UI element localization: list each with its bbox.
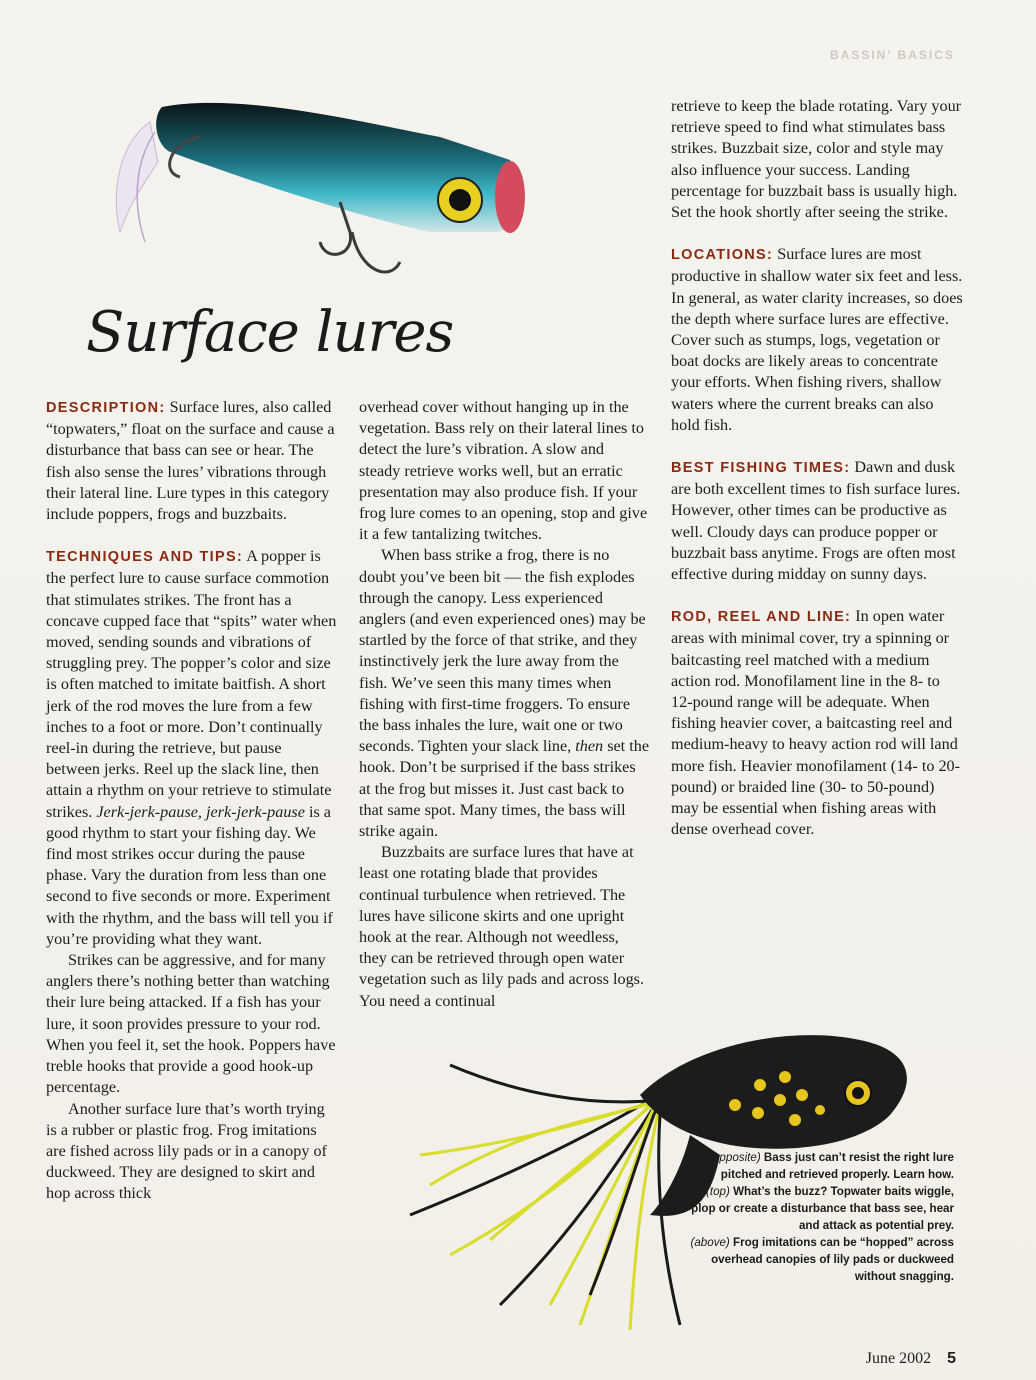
rhythm-italic-text: Jerk-jerk-pause, jerk-jerk-pause xyxy=(96,802,305,821)
rod-reel-line-paragraph xyxy=(671,606,963,840)
page-number: 5 xyxy=(947,1350,956,1367)
fishing-times-heading: BEST FISHING TIMES: xyxy=(671,460,851,477)
locations-paragraph xyxy=(671,244,963,436)
description-text: Surface lures, also called “topwaters,” float on the surface and cause a disturbance that bass can see or hear. The fish also sense the lures’ vibrations through their lateral line. Lure types in this category include poppers, frogs and buzzbaits. xyxy=(46,398,335,524)
article-title: Surface lures xyxy=(86,300,454,365)
caption-opposite-text: Bass just can’t resist the right lure pitched and retrieved properly. Learn how. xyxy=(720,1151,954,1181)
caption-opposite xyxy=(684,1149,954,1183)
strikes-paragraph: Strikes can be aggressive, and for many anglers there’s nothing better than watching their lure being attacked. If a fish has your lure, it soon provides pressure to your rod. When you feel it, set the hook. Poppers have treble hooks that provide a good hook-up percentage. xyxy=(46,951,336,1097)
rod-reel-line-heading: ROD, REEL AND LINE: xyxy=(671,609,852,626)
frog-strike-text: When bass strike a frog, there is no doubt you’ve been bit — the fish explodes through the canopy. Less experienced anglers (and even experienced ones) may be startled by the force of that strike, and they instinctively jerk the lure away from the fish. We’ve seen this many times when fishing with first-time froggers. To ensure the bass inhales the lure, wait one or two seconds. Tighten your slack line, xyxy=(359,546,646,756)
article-column-2 xyxy=(359,397,649,1012)
article-column-3 xyxy=(671,96,963,841)
then-italic-text: then xyxy=(575,737,604,756)
photo-caption xyxy=(684,1149,954,1285)
show-through-text: BASSIN' BASICS xyxy=(830,48,955,62)
caption-above-text: Frog imitations can be “hopped” across overhead canopies of lily pads or duckweed without snagging. xyxy=(711,1236,954,1283)
caption-above-tag: (above) xyxy=(690,1236,730,1249)
popper-lure-image xyxy=(100,82,550,312)
caption-top-tag: (top) xyxy=(705,1185,730,1198)
techniques-heading: TECHNIQUES AND TIPS: xyxy=(46,549,244,566)
description-heading: DESCRIPTION: xyxy=(46,400,166,416)
frog-strike-paragraph xyxy=(359,545,649,842)
frog-cover-paragraph: overhead cover without hanging up in the vegetation. Bass rely on their lateral lines to detect the lure’s vibration. A slow and steady retrieve works well, but an erratic presentation may also produce fish. If your frog lure comes to an opening, stop and give it a few tantalizing twitches. xyxy=(359,398,648,544)
caption-opposite-tag: (opposite) xyxy=(709,1151,761,1164)
frog-strike-text-continued: set the hook. Don’t be surprised if the bass strikes at the frog but misses it. Just cast back to that same spot. Many times, the bass will strike again. xyxy=(359,737,650,841)
frog-intro-paragraph: Another surface lure that’s worth trying is a rubber or plastic frog. Frog imitations are fished across lily pads or in a canopy of duckweed. They are designed to skirt and hop across thick xyxy=(46,1099,327,1203)
caption-top xyxy=(684,1183,954,1234)
locations-heading: LOCATIONS: xyxy=(671,247,774,264)
locations-text: Surface lures are most productive in shallow water six feet and less. In general, as water clarity increases, so does the depth where surface lures are effective. Cover such as stumps, logs, vegetation or boat docks are likely areas to concentrate your efforts. When fishing rivers, shallow waters where the current breaks can also hold fish. xyxy=(671,245,963,434)
retrieve-paragraph: retrieve to keep the blade rotating. Vary your retrieve speed to find what stimulates bass strikes. Buzzbait size, color and style may also influence your success. Landing percentage for buzzbait bass is usually high. Set the hook shortly after seeing the strike. xyxy=(671,97,962,222)
article-column-1 xyxy=(46,397,338,1205)
issue-date: June 2002 xyxy=(865,1350,932,1367)
buzzbait-paragraph: Buzzbaits are surface lures that have at least one rotating blade that provides continual turbulence when retrieved. The lures have silicone skirts and one upright hook at the rear. Although not weedless, they can be retrieved through open water vegetation such as lily pads and across logs. You need a continual xyxy=(359,843,645,1010)
description-paragraph xyxy=(46,397,338,525)
rod-reel-line-text: In open water areas with minimal cover, try a spinning or baitcasting reel matched with a medium action rod. Monofilament line in the 8- to 12-pound range will be adequate. When fishing heavier cover, a baitcasting reel and medium-heavy to heavy action rod will land more fish. Heavier monofilament (14- to 20-pound) or braided line (30- to 50-pound) may be essential when fishing areas with dense overhead cover. xyxy=(671,607,961,839)
caption-top-text: What’s the buzz? Topwater baits wiggle, plop or create a disturbance that bass see, hear and attack as potential prey. xyxy=(691,1185,954,1232)
fishing-times-paragraph xyxy=(671,457,963,585)
page-footer xyxy=(866,1350,956,1368)
techniques-text: A popper is the perfect lure to cause surface commotion that stimulates strikes. The front has a concave cupped face that “spits” water when moved, sending sounds and vibrations of struggling prey. The popper’s color and size is often matched to imitate baitfish. A short jerk of the rod moves the lure from a few inches to a foot or more. Don’t continually reel-in during the retrieve, but pause between jerks. Reel up the slack line, then attain a rhythm on your retrieve to stimulate strikes. xyxy=(46,547,337,821)
fishing-times-text: Dawn and dusk are both excellent times to fish surface lures. However, other times can be productive as well. Cloudy days can produce popper or buzzbait bass anytime. Frogs are often most effective during midday on sunny days. xyxy=(671,458,961,584)
caption-above xyxy=(684,1234,954,1285)
techniques-paragraph xyxy=(46,546,338,950)
techniques-text-continued: is a good rhythm to start your fishing day. We find most strikes occur during the pause phase. Vary the duration from less than one second to five seconds or more. Experiment with the rhythm, and the bass will tell you if you’re providing what they want. xyxy=(46,802,333,948)
